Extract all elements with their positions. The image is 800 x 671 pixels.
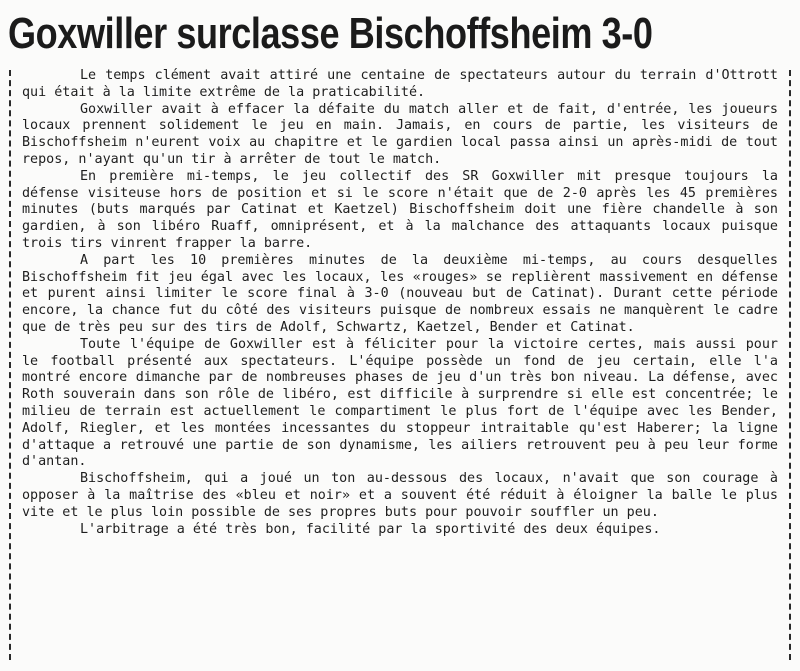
paragraph-intro: Le temps clément avait attiré une centaine de spectateurs autour du terrain d'Ottrott qui était à la limite extrême de la praticabilité. [22,68,778,100]
article-body [22,68,778,664]
paragraph-first-half-dominance: Goxwiller avait à effacer la défaite du match aller et de fait, d'entrée, les joueurs locaux prennent solidement le jeu en main. Jamais, en cours de partie, les visiteurs de Bischoffsheim n'eurent voix au chapitre et le gardien local passa ainsi un après-midi de tout repos, n'ayant qu'un tir à arrêter de tout le match. [22,101,778,167]
paragraph-visitors: Bischoffsheim, qui a joué un ton au-dessous des locaux, n'avait que son courage à opposer à la maîtrise des «bleu et noir» et a souvent été réduit à éloigner la balle le plus vite et le plus loin possible de ses propres buts pour pouvoir souffler un peu. [22,471,778,520]
paragraph-second-half: A part les 10 premières minutes de la deuxième mi-temps, au cours desquelles Bischoffsheim fit jeu égal avec les locaux, les «rouges» se replièrent massivement en défense et purent ainsi limiter le score final à 3-0 (nouveau but de Catinat). Durant cette période encore, la chance fut du côté des visiteurs puisque de nombreux essais ne manquèrent le cadre que de très peu sur des tirs de Adolf, Schwartz, Kaetzel, Bender et Catinat. [22,252,778,335]
paragraph-first-half: En première mi-temps, le jeu collectif des SR Goxwiller mit presque toujours la défense visiteuse hors de position et si le score n'était que de 2-0 après les 45 premières minutes (buts marqués par Catinat et Kaetzel) Bischoffsheim doit une fière chandelle à son gardien, à son libéro Ruaff, omniprésent, et à la malchance des attaquants locaux puisque trois tirs vinrent frapper la barre. [22,168,778,251]
headline: Goxwiller surclasse Bischoffsheim 3-0 [8,9,653,58]
left-border-rule [9,70,11,660]
right-border-rule [789,70,791,660]
paragraph-team-praise: Toute l'équipe de Goxwiller est à féliciter pour la victoire certes, mais aussi pour le football présenté aux spectateurs. L'équipe possède un fond de jeu certain, elle l'a montré encore dimanche par de nombreuses phases de jeu d'un très bon niveau. La défense, avec Roth souverain dans son rôle de libéro, est difficile à surprendre si elle est concentrée; le milieu de terrain est actuellement le compartiment le plus fort de l'équipe avec les Bender, Adolf, Riegler, et les montées incessantes du stoppeur intraitable qu'est Haberer; la ligne d'attaque a retrouvé une partie de son dynamisme, les ailiers retrouvent peu à peu leur forme d'antan. [22,336,778,470]
paragraph-refereeing: L'arbitrage a été très bon, facilité par la sportivité des deux équipes. [80,521,661,537]
